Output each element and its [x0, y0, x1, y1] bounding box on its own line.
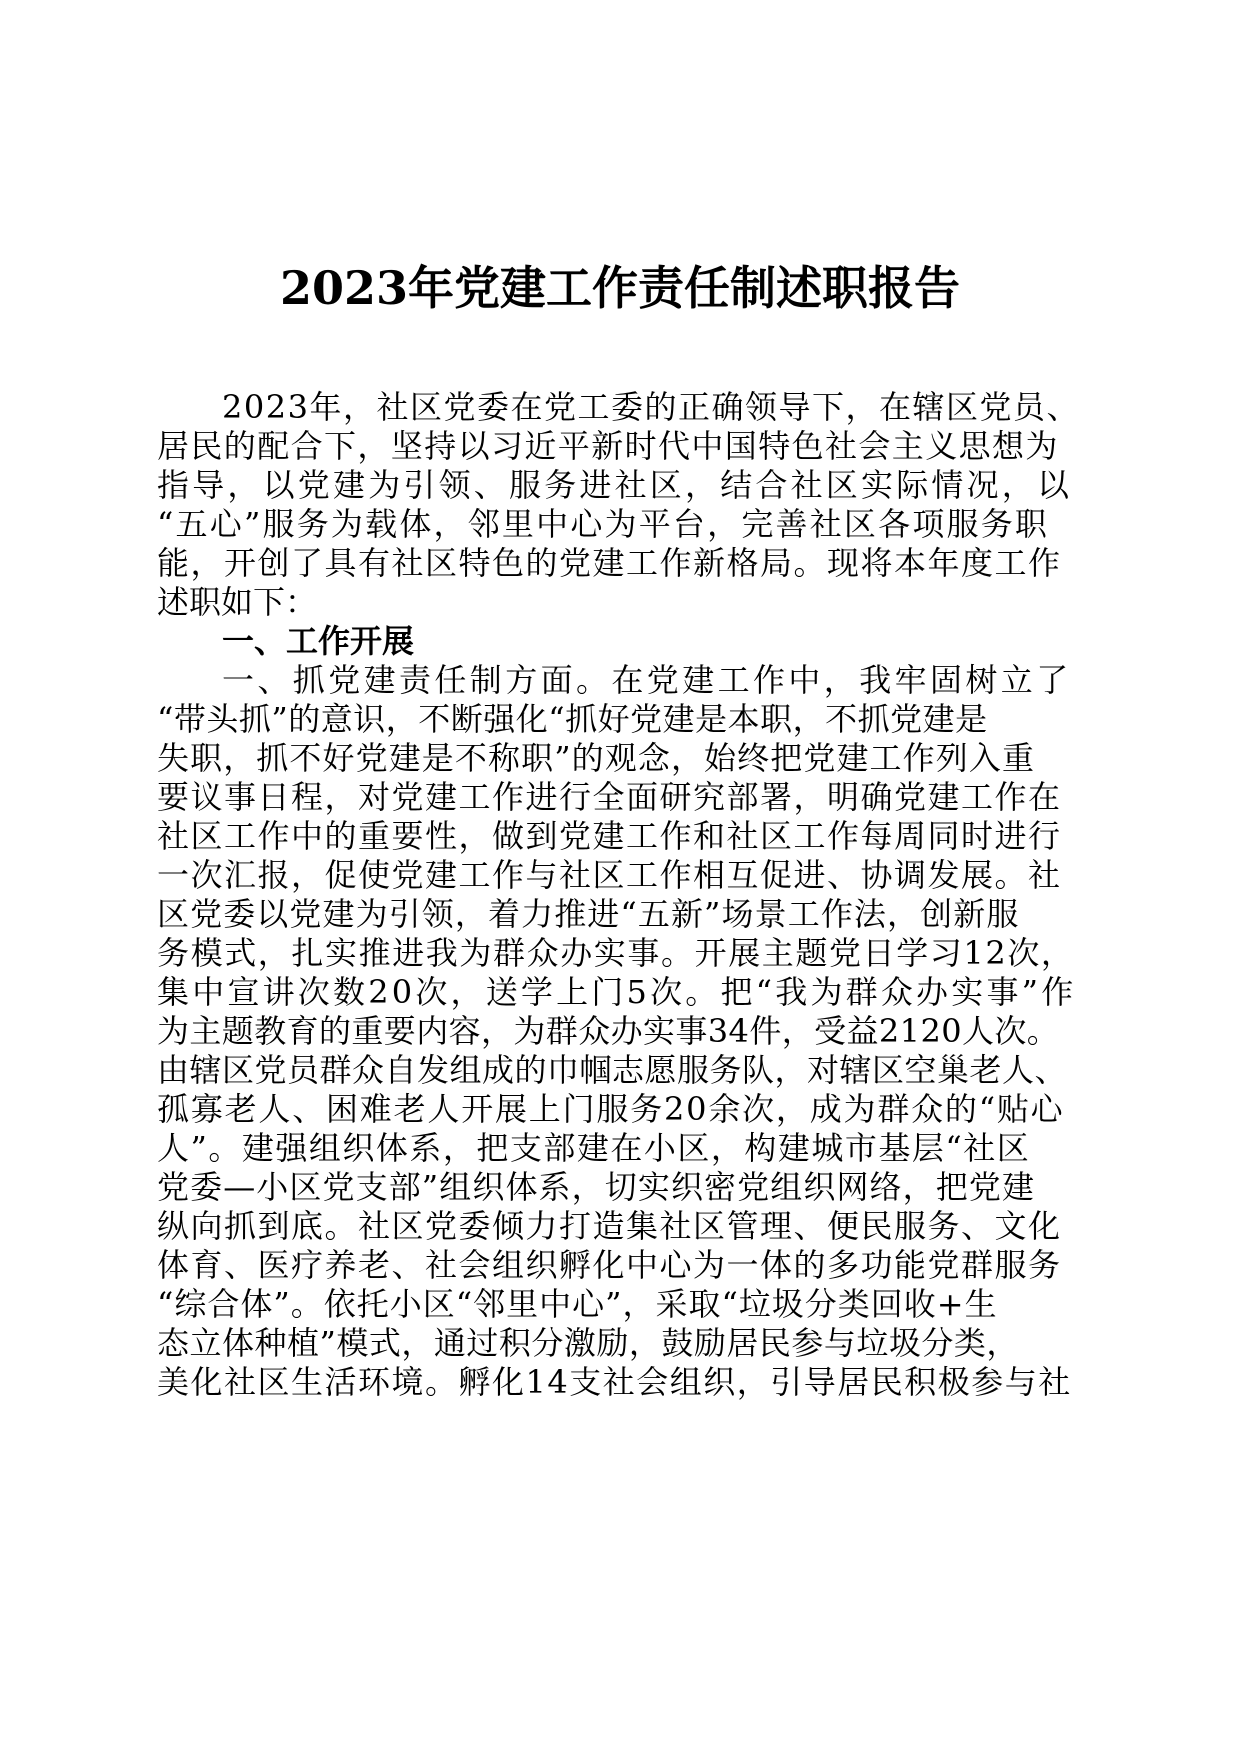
intro-line: 2023年，社区党委在党工委的正确领导下，在辖区党员、: [222, 388, 1080, 426]
body-line: 美化社区生活环境。孵化14支社会组织，引导居民积极参与社: [157, 1363, 1072, 1401]
intro-line: 指导，以党建为引领、服务进社区，结合社区实际情况，以: [157, 466, 1073, 504]
body-line: 态立体种植”模式，通过积分激励，鼓励居民参与垃圾分类，: [157, 1324, 1019, 1362]
section-heading: 一、工作开展: [222, 622, 415, 660]
document-title: 2023年党建工作责任制述职报告: [279, 261, 961, 315]
body-line: 区党委以党建为引领，着力推进“五新”场景工作法，创新服: [157, 895, 1020, 933]
body-line: 一次汇报，促使党建工作与社区工作相互促进、协调发展。社: [157, 856, 1062, 894]
body-line: 体育、医疗养老、社会组织孵化中心为一体的多功能党群服务: [157, 1246, 1062, 1284]
body-line: 由辖区党员群众自发组成的巾帼志愿服务队，对辖区空巢老人、: [157, 1051, 1068, 1089]
intro-line: 能，开创了具有社区特色的党建工作新格局。现将本年度工作: [157, 544, 1062, 582]
body-line: “带头抓”的意识，不断强化“抓好党建是本职，不抓党建是: [157, 700, 988, 738]
intro-line: 述职如下：: [157, 583, 318, 621]
body-line: “综合体”。依托小区“邻里中心”，采取“垃圾分类回收+生: [157, 1285, 998, 1323]
intro-line: 居民的配合下，坚持以习近平新时代中国特色社会主义思想为: [157, 427, 1059, 465]
body-line: 集中宣讲次数20次，送学上门5次。把“我为群众办实事”作: [157, 973, 1077, 1011]
body-line: 失职，抓不好党建是不称职”的观念，始终把党建工作列入重: [157, 739, 1036, 777]
body-line: 社区工作中的重要性，做到党建工作和社区工作每周同时进行: [157, 817, 1062, 855]
body-line: 纵向抓到底。社区党委倾力打造集社区管理、便民服务、文化: [157, 1207, 1062, 1245]
body-line: 孤寡老人、困难老人开展上门服务20余次，成为群众的“贴心: [157, 1090, 1065, 1128]
body-line: 一、抓党建责任制方面。在党建工作中，我牢固树立了: [222, 661, 1072, 699]
body-line: 人”。建强组织体系，把支部建在小区，构建城市基层“社区: [157, 1129, 1031, 1167]
body-line: 党委—小区党支部”组织体系，切实织密党组织网络，把党建: [157, 1168, 1036, 1206]
body-line: 为主题教育的重要内容，为群众办实事34件，受益2120人次。: [157, 1012, 1060, 1050]
intro-line: “五心”服务为载体，邻里中心为平台，完善社区各项服务职: [157, 505, 1050, 543]
body-line: 要议事日程，对党建工作进行全面研究部署，明确党建工作在: [157, 778, 1062, 816]
body-line: 务模式，扎实推进我为群众办实事。开展主题党日学习12次，: [157, 934, 1075, 972]
